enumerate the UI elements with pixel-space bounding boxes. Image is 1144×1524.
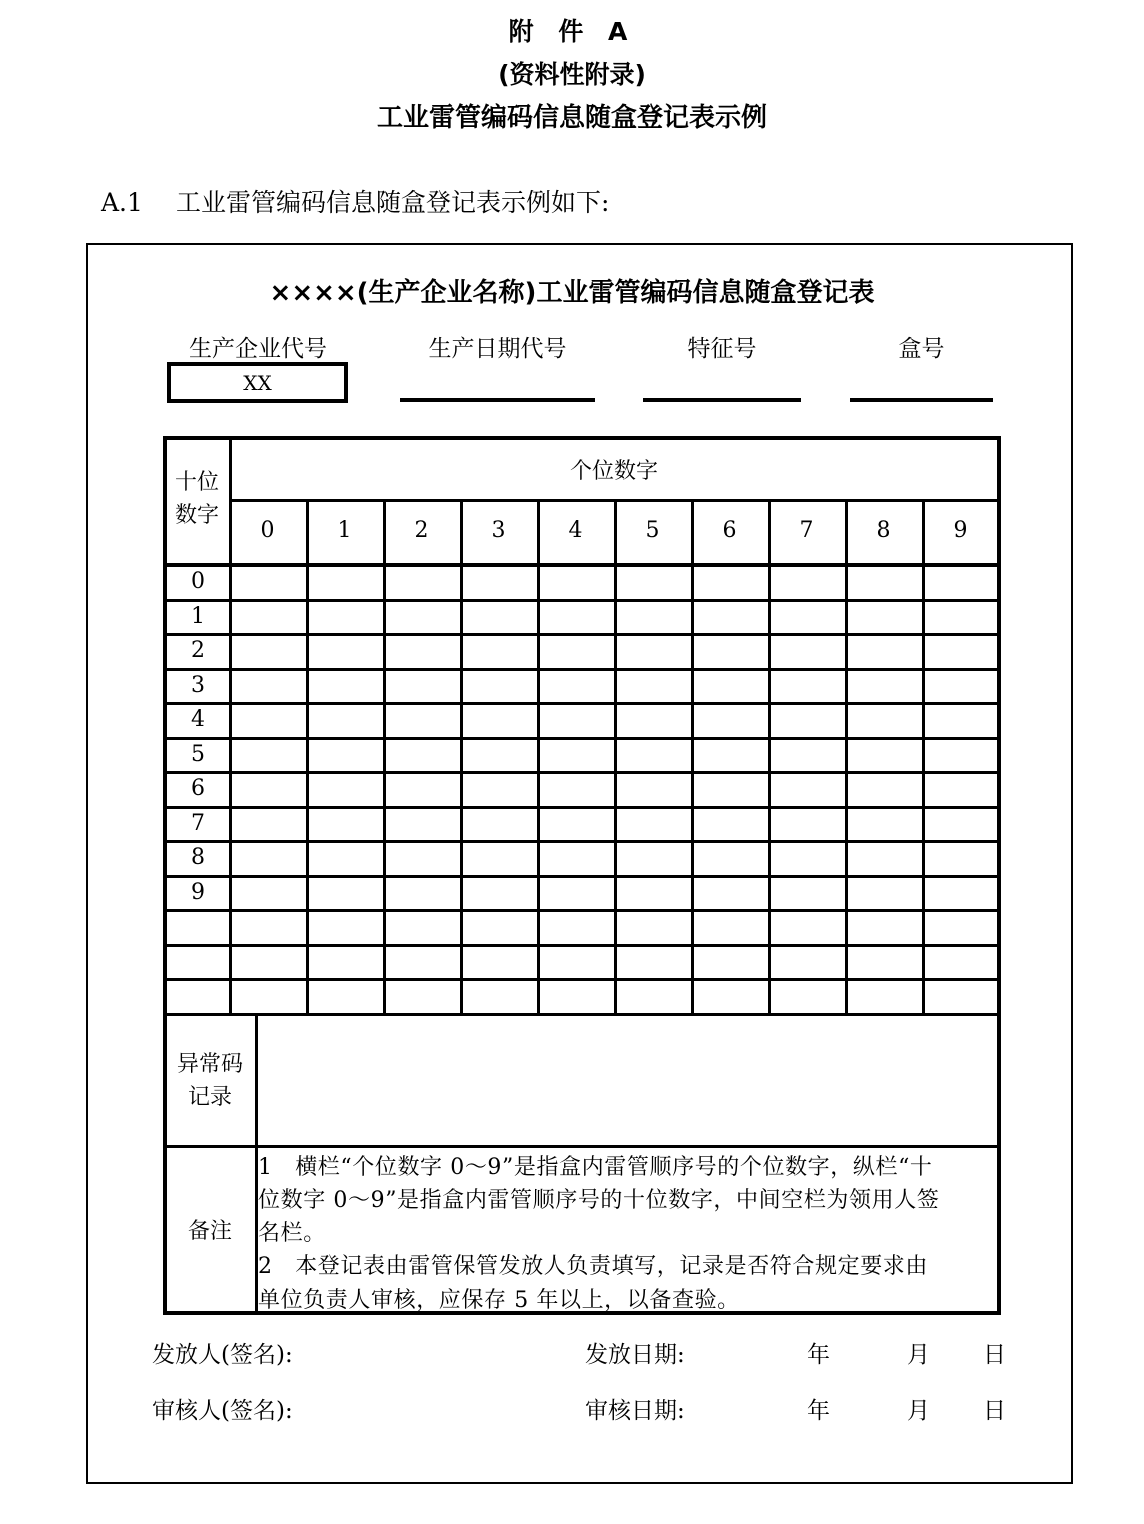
field-label-production-date-code: 生产日期代号 [428, 336, 567, 362]
signature-cell[interactable] [694, 567, 767, 598]
signature-cell[interactable] [694, 740, 767, 771]
signature-cell[interactable] [694, 947, 767, 978]
signature-cell[interactable] [540, 947, 613, 978]
review-year-label: 年 [807, 1398, 830, 1424]
signature-cell[interactable] [232, 947, 305, 978]
signature-cell[interactable] [386, 947, 459, 978]
signature-cell[interactable] [771, 843, 844, 874]
signature-cell[interactable] [463, 705, 536, 736]
unit-digit-header: 4 [568, 518, 583, 543]
signature-cell[interactable] [540, 878, 613, 909]
signature-cell[interactable] [771, 602, 844, 633]
signature-cell[interactable] [925, 671, 998, 702]
signature-cell[interactable] [848, 843, 921, 874]
tens-digit-label: 9 [191, 879, 205, 905]
signature-cell[interactable] [925, 705, 998, 736]
annex-title: 工业雷管编码信息随盒登记表示例 [376, 103, 767, 133]
field-label-feature-number: 特征号 [687, 336, 757, 362]
signature-cell[interactable] [463, 636, 536, 667]
signature-cell[interactable] [617, 774, 690, 805]
signature-cell[interactable] [771, 809, 844, 840]
signature-cell[interactable] [232, 567, 305, 598]
signature-cell[interactable] [771, 636, 844, 667]
signature-cell[interactable] [463, 740, 536, 771]
issue-year-label: 年 [807, 1342, 830, 1368]
signature-cell[interactable] [540, 809, 613, 840]
signature-cell[interactable] [232, 981, 305, 1012]
signature-cell[interactable] [540, 705, 613, 736]
signature-cell[interactable] [309, 947, 382, 978]
issuer-signature-label: 发放人(签名): [152, 1342, 293, 1368]
abnormal-code-label: 异常码 记录 [176, 1052, 243, 1110]
signature-cell[interactable] [925, 567, 998, 598]
note-line: 1 横栏“个位数字 0～9”是指盒内雷管顺序号的个位数字，纵栏“十 [258, 1155, 933, 1180]
signature-cell[interactable] [463, 981, 536, 1012]
signature-cell[interactable] [925, 636, 998, 667]
signature-cell[interactable] [463, 912, 536, 943]
tens-digit-label: 0 [191, 569, 205, 594]
signature-cell[interactable] [463, 774, 536, 805]
review-day-label: 日 [983, 1398, 1006, 1424]
unit-digit-header: 7 [799, 518, 814, 543]
note-line: 2 本登记表由雷管保管发放人负责填写，记录是否符合规定要求由 [258, 1254, 928, 1279]
signature-cell[interactable] [925, 774, 998, 805]
signature-cell[interactable] [463, 843, 536, 874]
signature-cell[interactable] [771, 705, 844, 736]
signature-cell[interactable] [617, 912, 690, 943]
field-label-box-number: 盒号 [898, 336, 945, 362]
signature-cell[interactable] [617, 809, 690, 840]
signature-cell[interactable] [540, 843, 613, 874]
signature-cell[interactable] [694, 602, 767, 633]
signature-cell[interactable] [386, 809, 459, 840]
signature-cell[interactable] [386, 843, 459, 874]
signature-cell[interactable] [540, 774, 613, 805]
review-month-label: 月 [907, 1398, 930, 1424]
signature-cell[interactable] [309, 567, 382, 598]
signature-cell[interactable] [694, 705, 767, 736]
signature-cell[interactable] [540, 981, 613, 1012]
unit-digit-header: 0 [260, 518, 275, 543]
signature-cell[interactable] [925, 740, 998, 771]
signature-cell[interactable] [694, 878, 767, 909]
signature-cell[interactable] [232, 774, 305, 805]
signature-cell[interactable] [617, 567, 690, 598]
signature-cell[interactable] [463, 567, 536, 598]
signature-cell[interactable] [925, 912, 998, 943]
signature-cell[interactable] [771, 740, 844, 771]
signature-cell[interactable] [925, 843, 998, 874]
signature-cell[interactable] [617, 740, 690, 771]
signature-cell[interactable] [386, 981, 459, 1012]
signature-cell[interactable] [309, 705, 382, 736]
signature-cell[interactable] [309, 843, 382, 874]
reviewer-signature-label: 审核人(签名): [152, 1398, 293, 1424]
feature-number-field[interactable] [643, 398, 801, 402]
signature-cell[interactable] [540, 671, 613, 702]
signature-cell[interactable] [386, 671, 459, 702]
signature-cell[interactable] [309, 912, 382, 943]
section-text: 工业雷管编码信息随盒登记表示例如下: [176, 188, 610, 217]
signature-cell[interactable] [463, 809, 536, 840]
note-line: 名栏。 [258, 1221, 326, 1246]
signature-cell[interactable] [386, 567, 459, 598]
signature-cell[interactable] [925, 809, 998, 840]
signature-cell[interactable] [771, 981, 844, 1012]
signature-cell[interactable] [617, 602, 690, 633]
signature-cell[interactable] [540, 636, 613, 667]
signature-cell[interactable] [771, 567, 844, 598]
signature-cell[interactable] [386, 774, 459, 805]
signature-cell[interactable] [771, 912, 844, 943]
signature-cell[interactable] [386, 878, 459, 909]
signature-cell[interactable] [386, 705, 459, 736]
signature-cell[interactable] [540, 602, 613, 633]
signature-cell[interactable] [771, 671, 844, 702]
signature-cell[interactable] [694, 809, 767, 840]
signature-cell[interactable] [232, 878, 305, 909]
signature-cell[interactable] [309, 774, 382, 805]
signature-cell[interactable] [771, 947, 844, 978]
form-title: ××××(生产企业名称)工业雷管编码信息随盒登记表 [269, 278, 875, 308]
signature-cell[interactable] [848, 602, 921, 633]
signature-cell[interactable] [232, 809, 305, 840]
signature-cell[interactable] [232, 602, 305, 633]
signature-cell[interactable] [309, 636, 382, 667]
tens-digit-label: 5 [191, 741, 205, 767]
signature-cell[interactable] [925, 878, 998, 909]
signature-cell[interactable] [617, 705, 690, 736]
unit-digit-header: 1 [337, 518, 352, 543]
box-number-field[interactable] [850, 398, 993, 402]
annex-heading: 附 件 A [508, 17, 636, 46]
signature-cell[interactable] [309, 981, 382, 1012]
signature-cell[interactable] [309, 671, 382, 702]
unit-digit-header: 3 [491, 518, 506, 543]
signature-cell[interactable] [463, 671, 536, 702]
section-heading [101, 183, 609, 219]
signature-cell[interactable] [463, 602, 536, 633]
signature-cell[interactable] [309, 878, 382, 909]
signature-cell[interactable] [848, 636, 921, 667]
signature-cell[interactable] [232, 671, 305, 702]
signature-cell[interactable] [925, 981, 998, 1012]
note-line: 位数字 0～9”是指盒内雷管顺序号的十位数字，中间空栏为领用人签 [258, 1188, 940, 1213]
tens-digit-header: 十位 数字 [174, 470, 219, 528]
signature-cell[interactable] [617, 981, 690, 1012]
unit-digit-header: 2 [414, 518, 429, 543]
note-line: 单位负责人审核，应保存 5 年以上，以备查验。 [258, 1288, 740, 1313]
signature-cell[interactable] [694, 981, 767, 1012]
signature-cell[interactable] [386, 912, 459, 943]
issue-date-label: 发放日期: [585, 1342, 685, 1368]
signature-cell[interactable] [848, 740, 921, 771]
abnormal-code-field[interactable] [258, 1016, 996, 1144]
tens-digit-label: 6 [191, 776, 205, 801]
unit-digit-header: 9 [953, 518, 968, 543]
section-number: A.1 [101, 188, 143, 217]
signature-cell[interactable] [309, 809, 382, 840]
tens-digit-label: 7 [191, 810, 205, 836]
tens-digit-label: 4 [191, 707, 205, 732]
signature-cell[interactable] [617, 671, 690, 702]
unit-digit-header: 8 [876, 518, 891, 543]
signature-cell[interactable] [848, 981, 921, 1012]
units-digit-header: 个位数字 [569, 459, 658, 484]
notes-label: 备注 [187, 1219, 232, 1244]
signature-cell[interactable] [463, 947, 536, 978]
signature-cell[interactable] [771, 878, 844, 909]
signature-cell[interactable] [232, 705, 305, 736]
signature-cell[interactable] [540, 740, 613, 771]
review-date-label: 审核日期: [585, 1398, 685, 1424]
signature-cell[interactable] [617, 947, 690, 978]
signature-cell[interactable] [848, 878, 921, 909]
signature-cell[interactable] [232, 636, 305, 667]
tens-digit-label: 2 [191, 638, 205, 663]
signature-cell[interactable] [617, 878, 690, 909]
tens-digit-label: 8 [191, 845, 205, 870]
issue-month-label: 月 [907, 1342, 930, 1368]
signature-cell[interactable] [309, 602, 382, 633]
tens-digit-label: 1 [191, 603, 205, 629]
signature-cell[interactable] [617, 843, 690, 874]
signature-cell[interactable] [232, 843, 305, 874]
signature-cell[interactable] [540, 567, 613, 598]
signature-cell[interactable] [848, 912, 921, 943]
production-date-code-field[interactable] [400, 398, 595, 402]
issue-day-label: 日 [983, 1342, 1006, 1368]
signature-cell[interactable] [386, 740, 459, 771]
signature-cell[interactable] [848, 947, 921, 978]
signature-cell[interactable] [848, 774, 921, 805]
signature-cell[interactable] [309, 740, 382, 771]
signature-cell[interactable] [540, 912, 613, 943]
company-code-field[interactable]: XX [167, 362, 348, 403]
signature-cell[interactable] [848, 809, 921, 840]
field-label-company-code: 生产企业代号 [189, 336, 327, 362]
signature-cell[interactable] [848, 671, 921, 702]
signature-cell[interactable] [386, 636, 459, 667]
signature-cell[interactable] [925, 602, 998, 633]
signature-cell[interactable] [463, 878, 536, 909]
signature-cell[interactable] [386, 602, 459, 633]
signature-cell[interactable] [848, 705, 921, 736]
tens-digit-label: 3 [191, 672, 205, 698]
signature-cell[interactable] [617, 636, 690, 667]
signature-cell[interactable] [694, 671, 767, 702]
signature-cell[interactable] [694, 912, 767, 943]
grid-line-horizontal [163, 1145, 1000, 1148]
unit-digit-header: 5 [645, 518, 660, 543]
signature-cell[interactable] [694, 843, 767, 874]
signature-cell[interactable] [694, 774, 767, 805]
signature-cell[interactable] [848, 567, 921, 598]
annex-type: (资料性附录) [498, 60, 646, 89]
signature-cell[interactable] [771, 774, 844, 805]
signature-cell[interactable] [232, 912, 305, 943]
signature-cell[interactable] [232, 740, 305, 771]
signature-cell[interactable] [694, 636, 767, 667]
signature-cell[interactable] [925, 947, 998, 978]
unit-digit-header: 6 [722, 518, 737, 543]
